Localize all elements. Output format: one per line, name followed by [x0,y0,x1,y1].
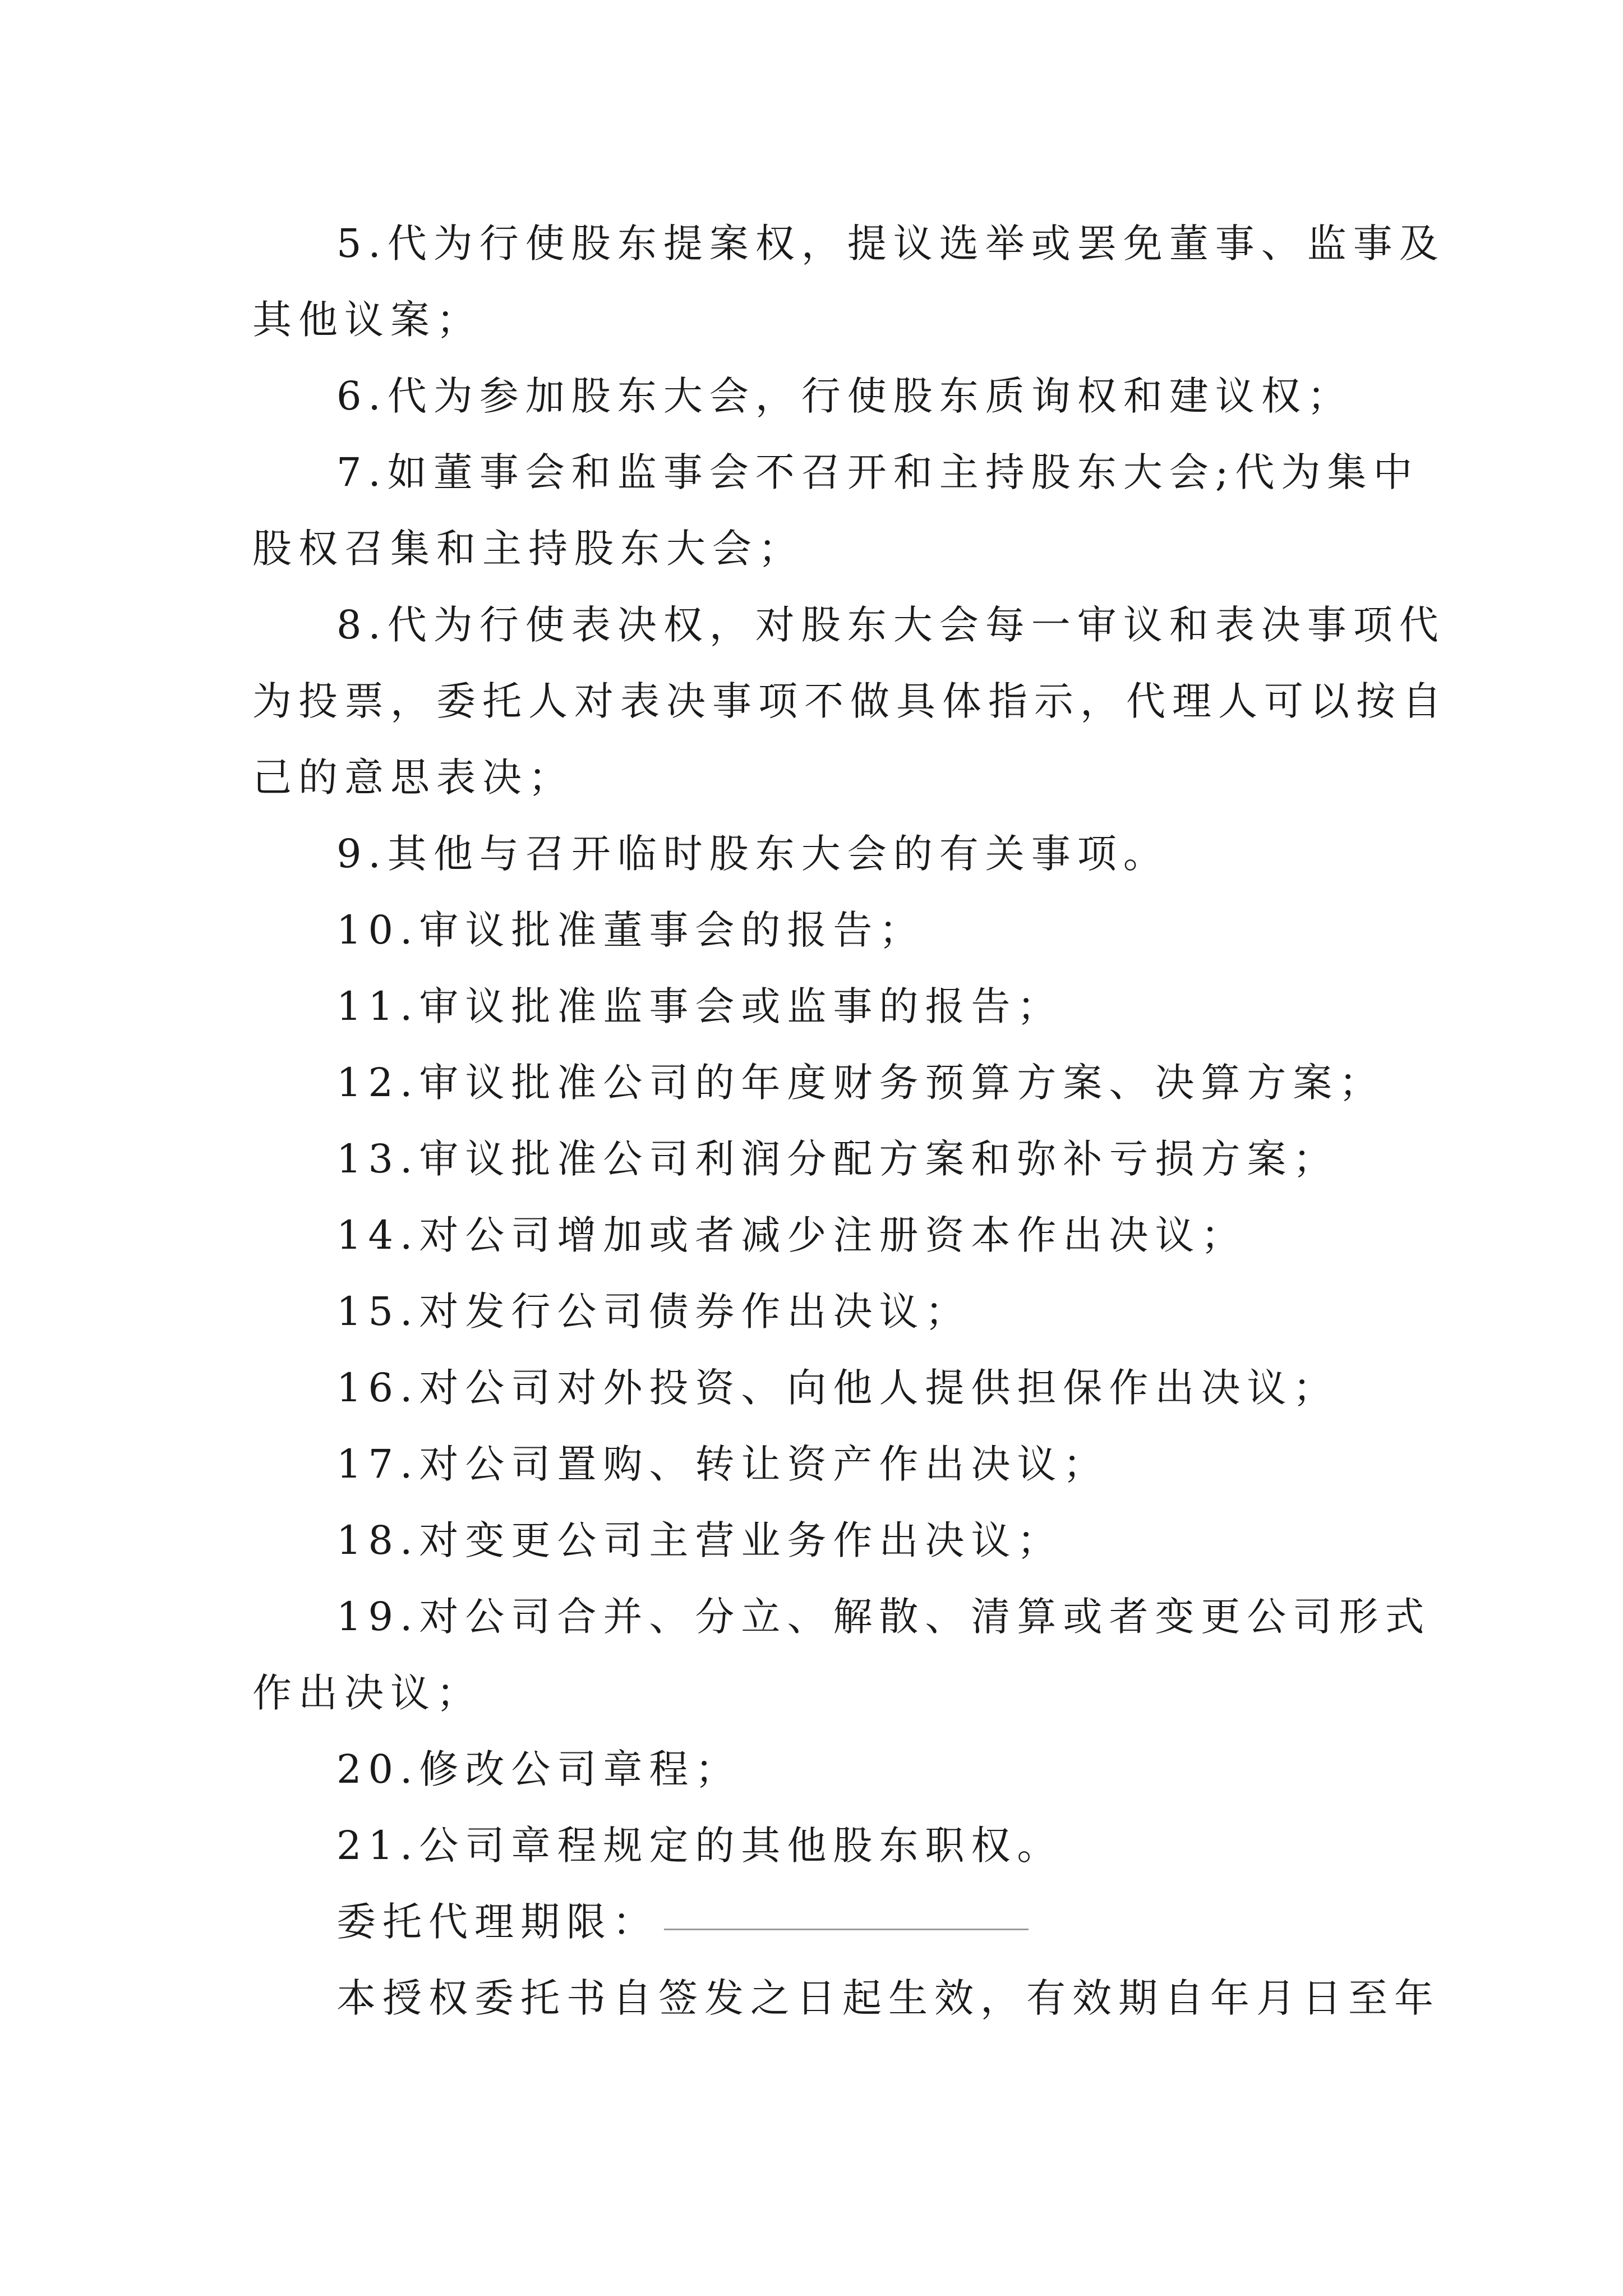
paragraph-line: 6.代为参加股东大会，行使股东质询权和建议权； [336,373,1353,419]
paragraph-line: 19.对公司合并、分立、解散、清算或者变更公司形式 [336,1594,1431,1640]
entrustment-period-row [336,1884,1623,1960]
paragraph-line: 本授权委托书自签发之日起生效，有效期自年月日至年 [336,1975,1440,2021]
paragraph-line: 己的意思表决； [252,754,574,800]
paragraph-line: 股权召集和主持股东大会； [252,526,804,572]
paragraph-line: 20.修改公司章程； [336,1746,741,1792]
paragraph-line: 13.审议批准公司利润分配方案和弥补亏损方案； [336,1136,1339,1182]
paragraph-line: 16.对公司对外投资、向他人提供担保作出决议； [336,1365,1339,1411]
paragraph-line: 9.其他与召开临时股东大会的有关事项。 [336,831,1169,877]
paragraph-line: 为投票，委托人对表决事项不做具体指示，代理人可以按自 [252,678,1448,724]
paragraph-line: 作出决议； [252,1670,482,1716]
paragraph-line: 12.审议批准公司的年度财务预算方案、决算方案； [336,1060,1385,1106]
entrustment-period-label: 委托代理期限： [336,1899,658,1945]
paragraph-line: 14.对公司增加或者减少注册资本作出决议； [336,1212,1247,1258]
paragraph-line: 10.审议批准董事会的报告； [336,907,925,953]
paragraph-line: 15.对发行公司债券作出决议； [336,1289,971,1335]
paragraph-line: 7.如董事会和监事会不召开和主持股东大会;代为集中 [336,449,1419,495]
paragraph-line: 其他议案； [252,297,482,343]
paragraph-line: 11.审议批准监事会或监事的报告； [336,983,1063,1029]
entrustment-period-blank [664,1884,1029,1930]
paragraph-line: 5.代为行使股东提案权，提议选举或罢免董事、监事及 [336,220,1445,266]
paragraph-line: 21.公司章程规定的其他股东职权。 [336,1823,1063,1869]
paragraph-line: 17.对公司置购、转让资产作出决议； [336,1441,1109,1487]
paragraph-line: 8.代为行使表决权，对股东大会每一审议和表决事项代 [336,602,1445,648]
paragraph-line: 18.对变更公司主营业务作出决议； [336,1517,1063,1563]
